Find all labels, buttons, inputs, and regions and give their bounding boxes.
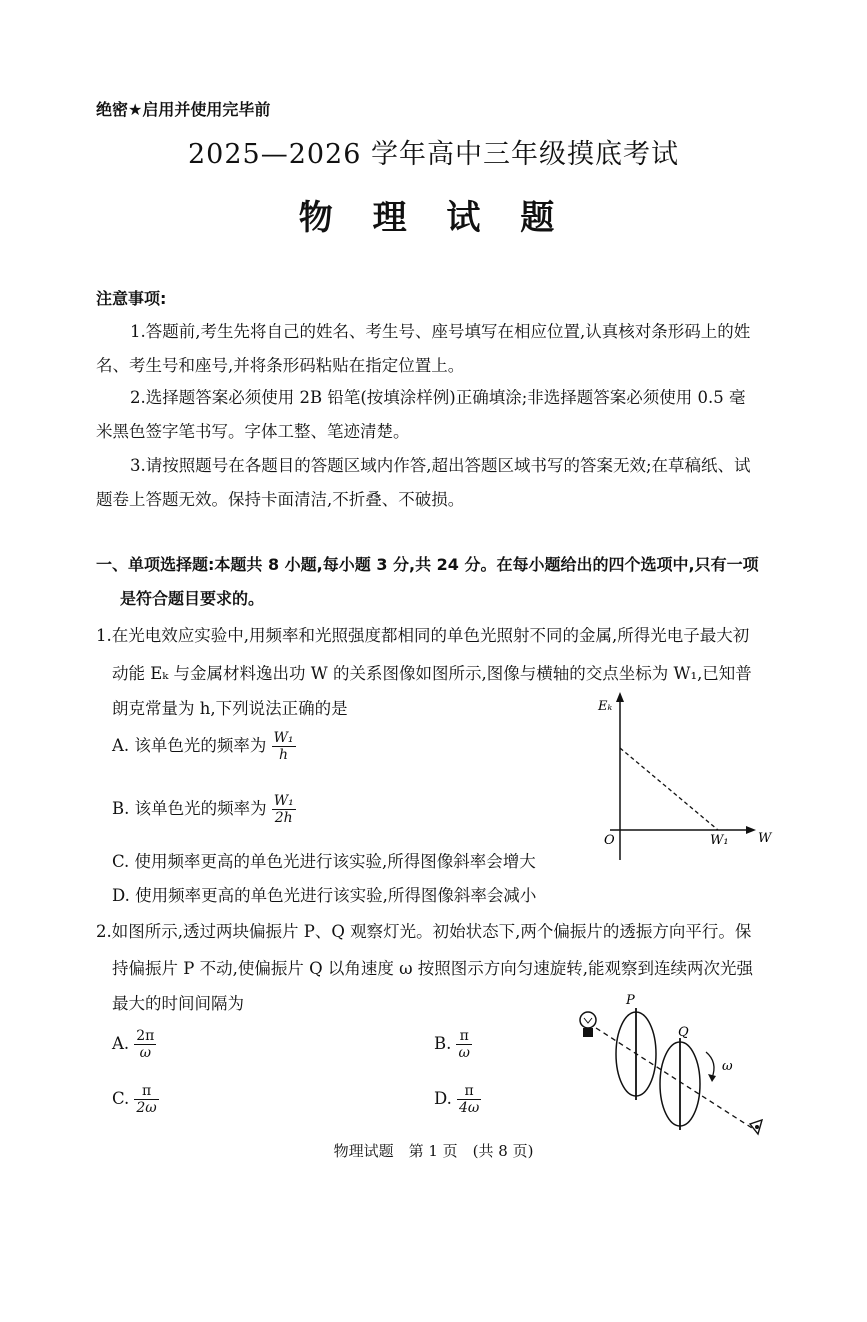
p-label: P bbox=[626, 993, 635, 1008]
omega-label: ω bbox=[722, 1059, 733, 1074]
rotation-arrowhead-icon bbox=[708, 1074, 716, 1082]
y-axis-label: Eₖ bbox=[598, 699, 613, 714]
option-b-fraction bbox=[456, 1028, 471, 1061]
option-d-numerator: π bbox=[457, 1083, 481, 1100]
option-a-denominator: ω bbox=[139, 1045, 152, 1061]
y-axis-arrow-icon bbox=[616, 692, 624, 702]
notes-line: 1.答题前,考生先将自己的姓名、考生号、座号填写在相应位置,认真核对条形码上的姓 bbox=[130, 322, 751, 341]
question-1-option-a[interactable] bbox=[112, 730, 296, 763]
question-1-text: 动能 Eₖ 与金属材料逸出功 W 的关系图像如图所示,图像与横轴的交点坐标为 W₁,已知普 bbox=[112, 664, 752, 683]
option-b-denominator: ω bbox=[458, 1045, 470, 1061]
question-2-option-c[interactable] bbox=[112, 1083, 159, 1116]
polarizer-p bbox=[616, 1008, 656, 1100]
option-d-fraction bbox=[457, 1083, 481, 1116]
notes-line: 名、考生号和座号,并将条形码粘贴在指定位置上。 bbox=[96, 356, 465, 375]
option-b-fraction bbox=[272, 793, 296, 826]
option-a-label: A. 该单色光的频率为 bbox=[112, 736, 267, 755]
question-1-option-c[interactable]: C. 使用频率更高的单色光进行该实验,所得图像斜率会增大 bbox=[112, 852, 536, 871]
x-axis-arrow-icon bbox=[746, 826, 756, 834]
option-b-label: B. bbox=[434, 1034, 452, 1053]
notes-line: 米黑色签字笔书写。字体工整、笔迹清楚。 bbox=[96, 422, 410, 441]
question-1-option-b[interactable] bbox=[112, 793, 296, 826]
option-b-numerator: π bbox=[456, 1028, 471, 1045]
option-d-denominator: 4ω bbox=[458, 1100, 480, 1116]
light-bulb-icon bbox=[580, 1012, 596, 1037]
option-b-numerator: W₁ bbox=[273, 793, 294, 809]
q-label: Q bbox=[678, 1025, 689, 1040]
origin-label: O bbox=[604, 833, 615, 848]
notes-line: 2.选择题答案必须使用 2B 铅笔(按填涂样例)正确填涂;非选择题答案必须使用 0.5 毫 bbox=[130, 388, 746, 407]
option-b-denominator: 2h bbox=[274, 810, 293, 826]
option-c-numerator: π bbox=[134, 1083, 158, 1100]
subject-title: 物 理 试 题 bbox=[298, 198, 569, 238]
eye-icon bbox=[750, 1120, 762, 1134]
question-1-text: 1.在光电效应实验中,用频率和光照强度都相同的单色光照射不同的金属,所得光电子最大初 bbox=[96, 626, 750, 645]
option-a-numerator: 2π bbox=[136, 1028, 155, 1044]
question-1-option-d[interactable]: D. 使用频率更高的单色光进行该实验,所得图像斜率会减小 bbox=[112, 886, 537, 905]
rotation-arrow-icon bbox=[706, 1052, 714, 1078]
question-2-text: 最大的时间间隔为 bbox=[112, 994, 244, 1013]
question-2-option-d[interactable] bbox=[434, 1083, 481, 1116]
option-a-fraction bbox=[134, 1028, 156, 1061]
x-axis-label: W bbox=[758, 831, 772, 846]
exam-title: 2025—2026 学年高中三年级摸底考试 bbox=[187, 139, 679, 170]
option-c-fraction bbox=[134, 1083, 158, 1116]
option-a-numerator: W₁ bbox=[273, 730, 294, 746]
option-d-label: D. bbox=[434, 1089, 452, 1108]
section-heading: 一、单项选择题:本题共 8 小题,每小题 3 分,共 24 分。在每小题给出的四个选项中,只有一项 bbox=[96, 555, 759, 574]
graph-line bbox=[620, 748, 718, 830]
option-b-label: B. 该单色光的频率为 bbox=[112, 799, 267, 818]
question-2-text: 2.如图所示,透过两块偏振片 P、Q 观察灯光。初始状态下,两个偏振片的透振方向平行。保 bbox=[96, 922, 752, 941]
question-1-graph bbox=[590, 690, 780, 870]
polarizer-figure bbox=[570, 990, 770, 1140]
option-a-label: A. bbox=[112, 1034, 130, 1053]
option-c-denominator: 2ω bbox=[136, 1100, 157, 1116]
option-c-label: C. bbox=[112, 1089, 130, 1108]
notes-line: 3.请按照题号在各题目的答题区域内作答,超出答题区域书写的答案无效;在草稿纸、试 bbox=[130, 456, 751, 475]
question-2-option-b[interactable] bbox=[434, 1028, 472, 1061]
question-2-text: 持偏振片 P 不动,使偏振片 Q 以角速度 ω 按照图示方向匀速旋转,能观察到连续两次光强 bbox=[112, 959, 754, 978]
section-heading-cont: 是符合题目要求的。 bbox=[120, 589, 265, 608]
intercept-label: W₁ bbox=[710, 833, 729, 848]
notes-line: 题卷上答题无效。保持卡面清洁,不折叠、不破损。 bbox=[96, 490, 465, 509]
question-1-text: 朗克常量为 h,下列说法正确的是 bbox=[112, 699, 348, 718]
question-2-option-a[interactable] bbox=[112, 1028, 156, 1061]
notes-heading: 注意事项: bbox=[96, 289, 167, 308]
confidential-mark: 绝密★启用并使用完毕前 bbox=[96, 100, 271, 119]
page-footer: 物理试题 第 1 页 (共 8 页) bbox=[333, 1142, 534, 1160]
option-a-denominator: h bbox=[278, 747, 289, 763]
option-a-fraction bbox=[272, 730, 296, 763]
polarizer-q bbox=[660, 1038, 700, 1130]
